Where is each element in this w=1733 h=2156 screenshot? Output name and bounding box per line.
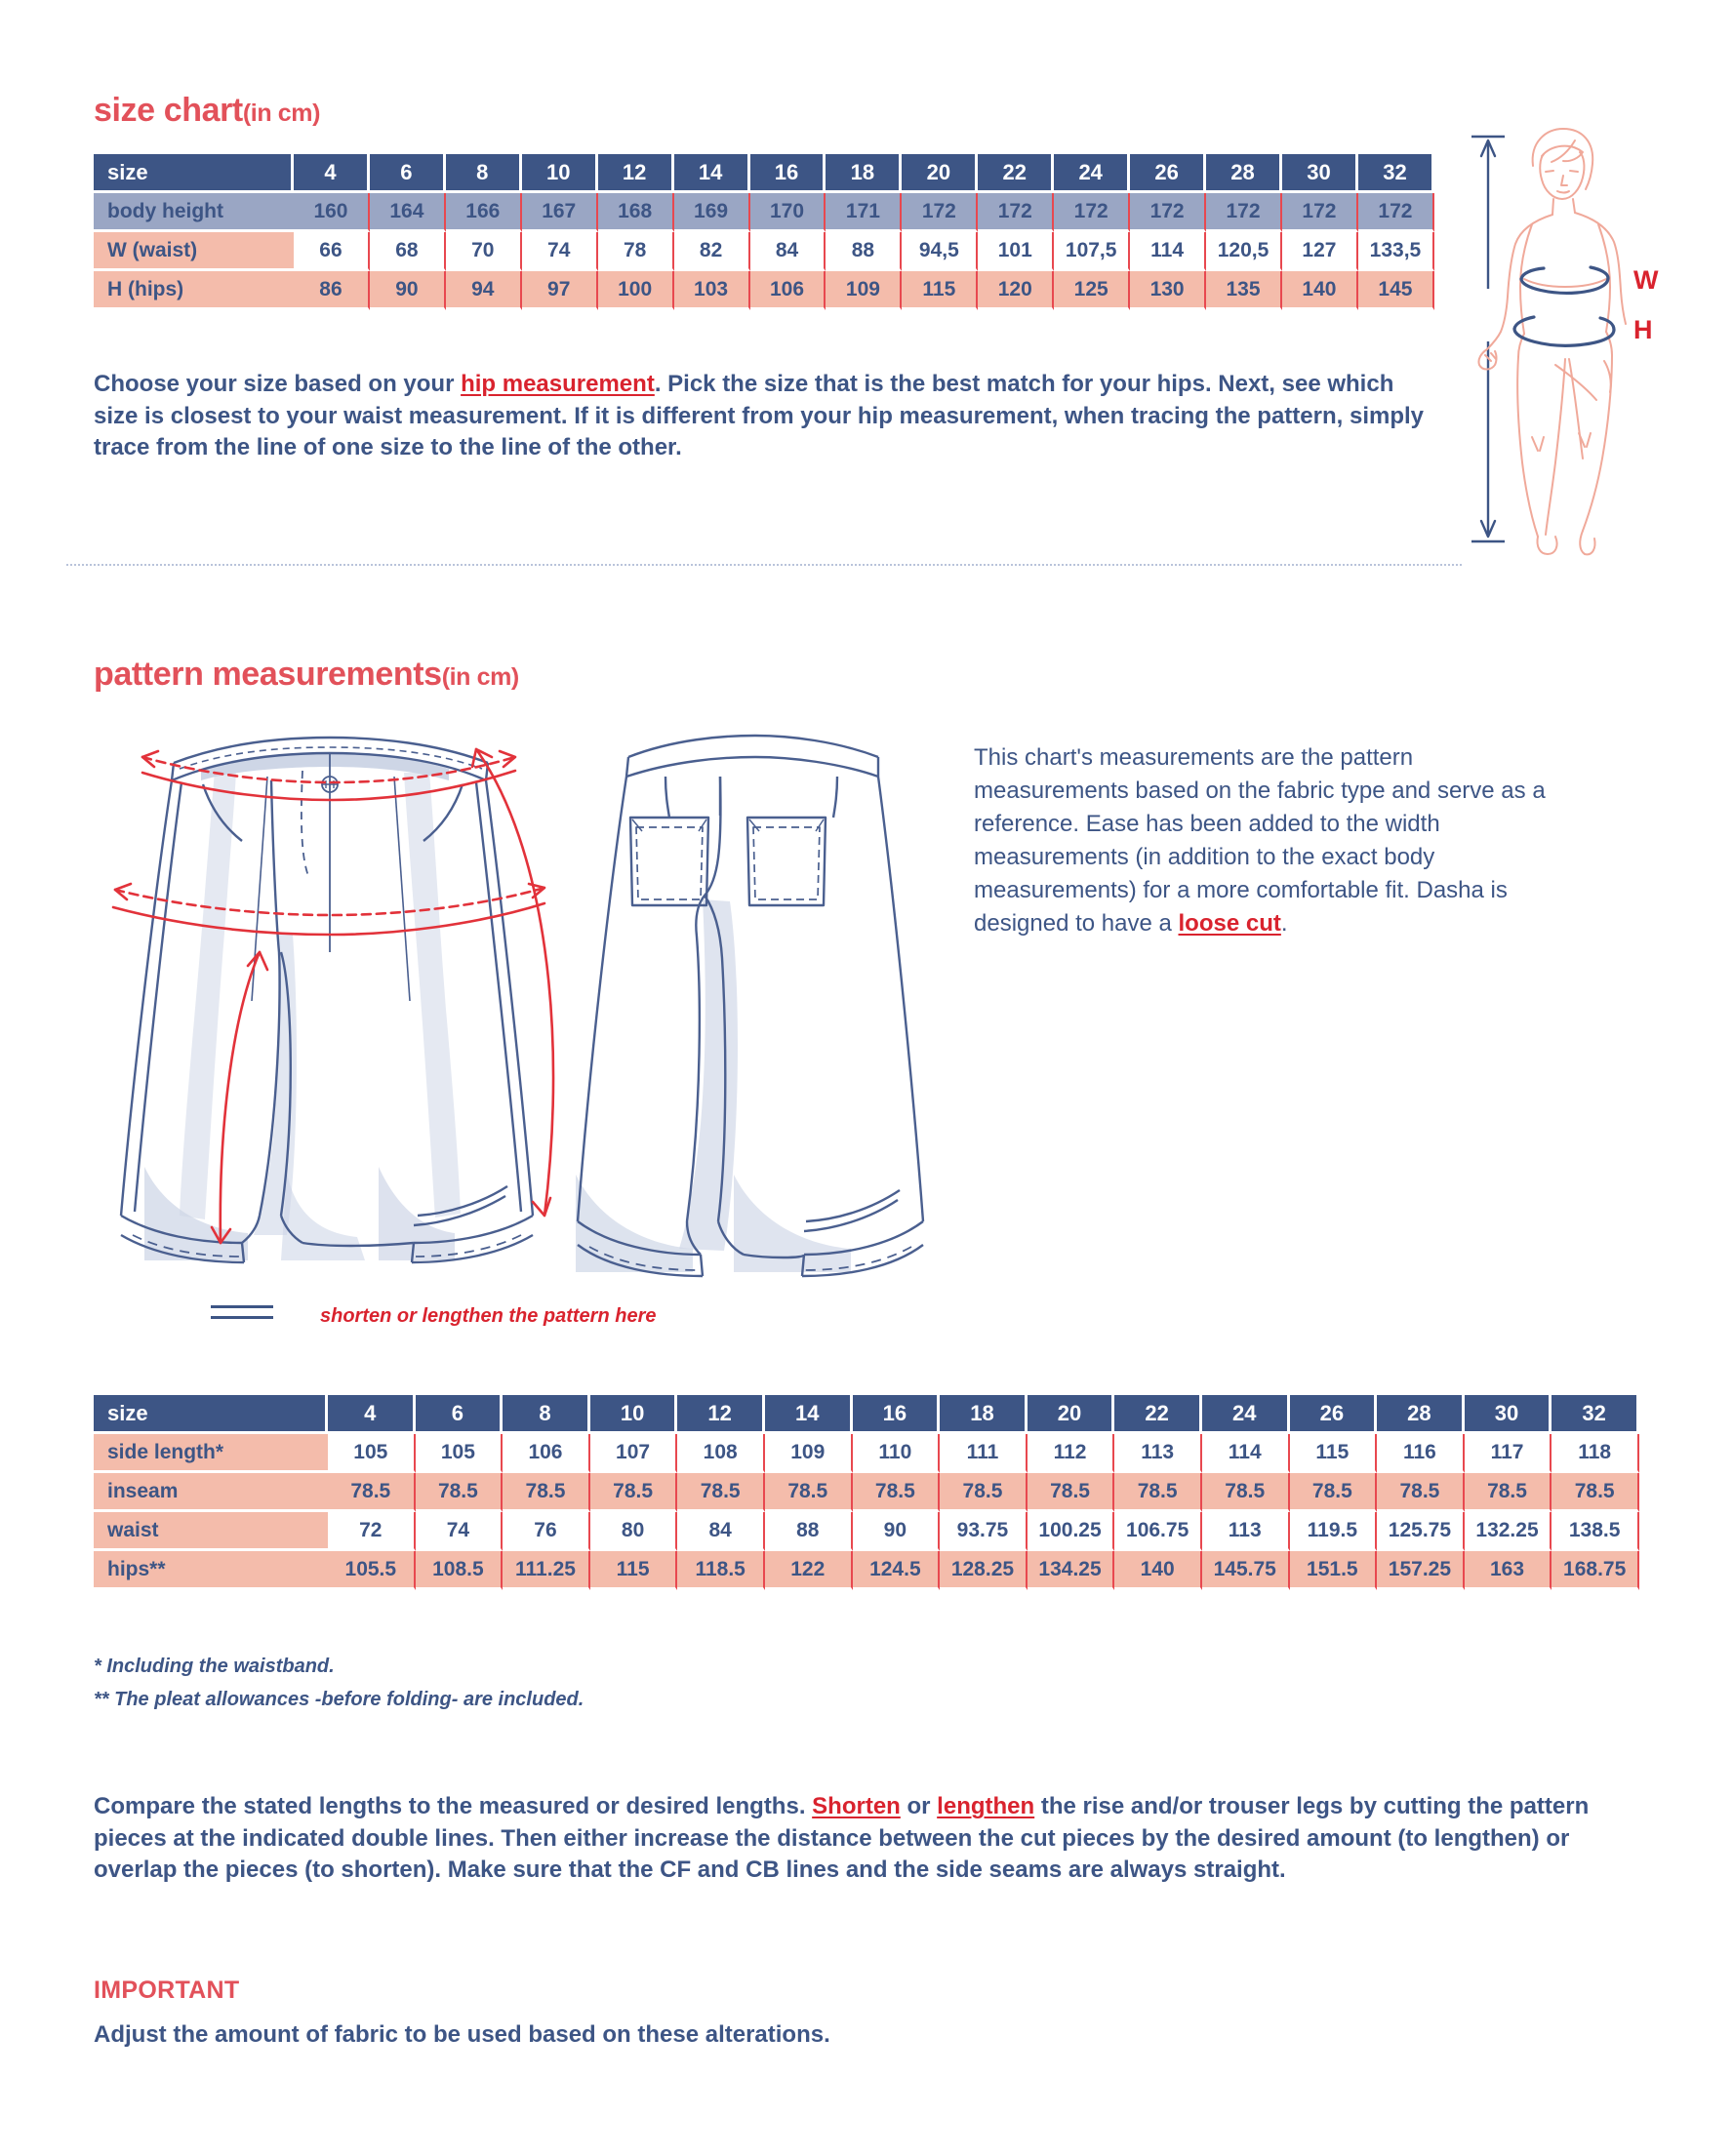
table-cell: 106 <box>503 1434 590 1473</box>
hip-measurement-link[interactable]: hip measurement <box>461 371 655 397</box>
side-length-measure-arrow <box>472 749 553 1216</box>
size-column-header: 10 <box>522 154 598 193</box>
size-column-header: 10 <box>590 1395 678 1434</box>
paragraph-text-2: . Pick the size that is the best match for your hips. Next, see which size is closest to your waist measurement. If it is different from your hip measurement, when tracing the pattern, simply trace from the line of one size to the line of the other. <box>94 371 1424 461</box>
size-column-header: 30 <box>1282 154 1358 193</box>
table-cell: 169 <box>674 193 750 232</box>
table-cell: 94,5 <box>902 232 978 271</box>
height-arrow-lower <box>1471 341 1505 541</box>
row-label: inseam <box>94 1473 328 1512</box>
size-chart-unit: (in cm) <box>242 100 321 127</box>
table-cell: 111.25 <box>503 1551 590 1590</box>
table-cell: 78.5 <box>1377 1473 1465 1512</box>
pattern-measurements-header-row <box>94 1395 1639 1434</box>
table-cell: 107 <box>590 1434 678 1473</box>
important-heading: IMPORTANT <box>94 1976 240 2004</box>
table-cell: 115 <box>590 1551 678 1590</box>
size-column-header: 16 <box>853 1395 941 1434</box>
table-cell: 115 <box>1290 1434 1378 1473</box>
waist-measure-band <box>1521 267 1608 293</box>
alterations-text-2: the rise and/or trouser legs by cutting the pattern pieces at the indicated double lines. Then either increase the distance between the cut pieces by the desired amount (to lengthen) or overlap the pieces (to shorten). Make sure that the CF and CB lines and the side seams are always straight. <box>94 1793 1590 1884</box>
size-chart-title: size chart <box>94 92 243 129</box>
table-cell: 120 <box>978 271 1054 310</box>
table-cell: 130 <box>1130 271 1206 310</box>
table-cell: 105 <box>416 1434 504 1473</box>
table-row <box>94 232 1434 271</box>
table-cell: 163 <box>1465 1551 1552 1590</box>
table-cell: 78 <box>598 232 674 271</box>
inseam-measure-arrow <box>212 952 267 1243</box>
size-column-header: 14 <box>674 154 750 193</box>
loose-cut-link[interactable]: loose cut <box>1178 910 1281 938</box>
size-column-header: 26 <box>1290 1395 1378 1434</box>
table-cell: 168.75 <box>1552 1551 1639 1590</box>
size-column-header: 8 <box>503 1395 590 1434</box>
alterations-mid: or <box>900 1793 938 1819</box>
table-cell: 107,5 <box>1054 232 1130 271</box>
note-text-2: . <box>1280 910 1288 938</box>
size-column-header: 28 <box>1206 154 1282 193</box>
table-cell: 66 <box>294 232 370 271</box>
table-row <box>94 271 1434 310</box>
body-measurement-figure <box>1462 115 1717 564</box>
table-cell: 78.5 <box>1114 1473 1202 1512</box>
table-cell: 127 <box>1282 232 1358 271</box>
table-cell: 125.75 <box>1377 1512 1465 1551</box>
table-cell: 110 <box>853 1434 941 1473</box>
table-cell: 172 <box>902 193 978 232</box>
pattern-measurements-heading <box>94 656 519 694</box>
table-cell: 74 <box>416 1512 504 1551</box>
table-cell: 172 <box>1130 193 1206 232</box>
size-column-header: 32 <box>1552 1395 1639 1434</box>
trouser-back-illustration <box>556 734 947 1280</box>
table-cell: 128.25 <box>940 1551 1028 1590</box>
table-cell: 90 <box>370 271 446 310</box>
size-column-header: 22 <box>1114 1395 1202 1434</box>
table-cell: 78.5 <box>677 1473 765 1512</box>
size-column-header: 32 <box>1358 154 1434 193</box>
table-cell: 78.5 <box>1290 1473 1378 1512</box>
table-cell: 140 <box>1282 271 1358 310</box>
waist-marker-label: W <box>1633 265 1659 295</box>
table-cell: 114 <box>1130 232 1206 271</box>
table-cell: 168 <box>598 193 674 232</box>
table-cell: 78.5 <box>940 1473 1028 1512</box>
pattern-measurements-unit: (in cm) <box>441 663 519 691</box>
table-cell: 78.5 <box>416 1473 504 1512</box>
table-cell: 145.75 <box>1202 1551 1290 1590</box>
table-cell: 164 <box>370 193 446 232</box>
row-label: hips** <box>94 1551 328 1590</box>
size-chart-heading <box>94 92 320 130</box>
table-cell: 88 <box>826 232 902 271</box>
table-cell: 145 <box>1358 271 1434 310</box>
size-chart-header-label: size <box>94 154 294 193</box>
table-cell: 111 <box>940 1434 1028 1473</box>
table-cell: 105 <box>328 1434 416 1473</box>
table-cell: 78.5 <box>765 1473 853 1512</box>
table-cell: 78.5 <box>1465 1473 1552 1512</box>
shorten-lengthen-caption: shorten or lengthen the pattern here <box>320 1305 657 1327</box>
size-column-header: 30 <box>1465 1395 1552 1434</box>
table-cell: 106.75 <box>1114 1512 1202 1551</box>
table-cell: 78.5 <box>853 1473 941 1512</box>
hips-marker-label: H <box>1633 315 1653 344</box>
height-arrow-upper <box>1471 137 1505 289</box>
table-cell: 172 <box>978 193 1054 232</box>
paragraph-text-1: Choose your size based on your <box>94 371 462 397</box>
table-cell: 112 <box>1028 1434 1115 1473</box>
table-cell: 78.5 <box>590 1473 678 1512</box>
table-cell: 74 <box>522 232 598 271</box>
table-cell: 133,5 <box>1358 232 1434 271</box>
size-column-header: 20 <box>1028 1395 1115 1434</box>
table-cell: 172 <box>1358 193 1434 232</box>
table-cell: 106 <box>750 271 826 310</box>
size-column-header: 8 <box>446 154 522 193</box>
table-cell: 78.5 <box>503 1473 590 1512</box>
table-cell: 140 <box>1114 1551 1202 1590</box>
pattern-measurements-header-label: size <box>94 1395 328 1434</box>
table-cell: 172 <box>1282 193 1358 232</box>
table-cell: 78.5 <box>1028 1473 1115 1512</box>
note-text-1: This chart's measurements are the pattern measurements based on the fabric type and serve as a reference. Ease has been added to the width measurements (in addition to the exact body measurements) for a more comfortable fit. Dasha is designed to have a <box>974 744 1546 938</box>
table-cell: 113 <box>1202 1512 1290 1551</box>
table-cell: 94 <box>446 271 522 310</box>
lengthen-link[interactable]: lengthen <box>937 1793 1035 1819</box>
table-cell: 160 <box>294 193 370 232</box>
section-divider <box>66 564 1462 566</box>
size-column-header: 12 <box>598 154 674 193</box>
table-cell: 103 <box>674 271 750 310</box>
trouser-front-illustration <box>86 708 574 1284</box>
size-column-header: 14 <box>765 1395 853 1434</box>
table-cell: 122 <box>765 1551 853 1590</box>
table-cell: 132.25 <box>1465 1512 1552 1551</box>
table-cell: 135 <box>1206 271 1282 310</box>
size-column-header: 12 <box>677 1395 765 1434</box>
table-cell: 115 <box>902 271 978 310</box>
table-row <box>94 1512 1639 1551</box>
table-row <box>94 193 1434 232</box>
pattern-measurements-table <box>94 1395 1639 1590</box>
table-cell: 97 <box>522 271 598 310</box>
table-cell: 113 <box>1114 1434 1202 1473</box>
size-column-header: 18 <box>940 1395 1028 1434</box>
table-cell: 172 <box>1054 193 1130 232</box>
table-cell: 119.5 <box>1290 1512 1378 1551</box>
size-column-header: 4 <box>328 1395 416 1434</box>
table-cell: 78.5 <box>1202 1473 1290 1512</box>
footnote-2: ** The pleat allowances -before folding- are included. <box>94 1689 584 1710</box>
size-column-header: 6 <box>370 154 446 193</box>
table-cell: 101 <box>978 232 1054 271</box>
row-label: side length* <box>94 1434 328 1473</box>
table-cell: 167 <box>522 193 598 232</box>
size-column-header: 24 <box>1054 154 1130 193</box>
table-cell: 100.25 <box>1028 1512 1115 1551</box>
table-cell: 117 <box>1465 1434 1552 1473</box>
table-cell: 170 <box>750 193 826 232</box>
table-cell: 82 <box>674 232 750 271</box>
table-cell: 78.5 <box>328 1473 416 1512</box>
back-shading <box>576 899 851 1272</box>
size-column-header: 26 <box>1130 154 1206 193</box>
table-cell: 105.5 <box>328 1551 416 1590</box>
table-cell: 134.25 <box>1028 1551 1115 1590</box>
table-cell: 78.5 <box>1552 1473 1639 1512</box>
row-label: H (hips) <box>94 271 294 310</box>
size-column-header: 22 <box>978 154 1054 193</box>
table-cell: 116 <box>1377 1434 1465 1473</box>
alterations-text-1: Compare the stated lengths to the measured or desired lengths. <box>94 1793 813 1819</box>
pattern-measurements-body <box>94 1434 1639 1590</box>
table-cell: 166 <box>446 193 522 232</box>
table-cell: 124.5 <box>853 1551 941 1590</box>
shorten-lengthen-legend-mark <box>211 1305 273 1319</box>
table-cell: 76 <box>503 1512 590 1551</box>
size-column-header: 16 <box>750 154 826 193</box>
hips-measure-band <box>1514 317 1614 345</box>
size-column-header: 6 <box>416 1395 504 1434</box>
table-cell: 109 <box>826 271 902 310</box>
table-cell: 88 <box>765 1512 853 1551</box>
table-cell: 138.5 <box>1552 1512 1639 1551</box>
table-cell: 157.25 <box>1377 1551 1465 1590</box>
table-cell: 108 <box>677 1434 765 1473</box>
important-text: Adjust the amount of fabric to be used based on these alterations. <box>94 2021 830 2048</box>
table-row <box>94 1473 1639 1512</box>
size-chart-paragraph <box>94 369 1440 464</box>
table-cell: 93.75 <box>940 1512 1028 1551</box>
alterations-paragraph <box>94 1791 1655 1887</box>
table-cell: 114 <box>1202 1434 1290 1473</box>
size-chart-body <box>94 193 1434 310</box>
table-cell: 151.5 <box>1290 1551 1378 1590</box>
size-column-header: 18 <box>826 154 902 193</box>
hips-measure-arrow <box>113 884 544 935</box>
table-cell: 108.5 <box>416 1551 504 1590</box>
table-cell: 118 <box>1552 1434 1639 1473</box>
size-column-header: 28 <box>1377 1395 1465 1434</box>
table-cell: 171 <box>826 193 902 232</box>
pattern-measurements-note <box>974 741 1559 940</box>
table-cell: 120,5 <box>1206 232 1282 271</box>
table-row <box>94 1551 1639 1590</box>
table-cell: 118.5 <box>677 1551 765 1590</box>
table-cell: 68 <box>370 232 446 271</box>
table-cell: 125 <box>1054 271 1130 310</box>
shorten-link[interactable]: Shorten <box>812 1793 901 1819</box>
table-cell: 72 <box>328 1512 416 1551</box>
row-label: W (waist) <box>94 232 294 271</box>
pattern-measurements-title: pattern measurements <box>94 656 442 693</box>
footnote-1: * Including the waistband. <box>94 1656 335 1677</box>
table-cell: 109 <box>765 1434 853 1473</box>
back-outline <box>578 736 923 1276</box>
table-cell: 90 <box>853 1512 941 1551</box>
table-cell: 84 <box>750 232 826 271</box>
table-cell: 100 <box>598 271 674 310</box>
row-label: body height <box>94 193 294 232</box>
size-chart-table <box>94 154 1434 310</box>
table-cell: 70 <box>446 232 522 271</box>
table-cell: 80 <box>590 1512 678 1551</box>
table-row <box>94 1434 1639 1473</box>
size-column-header: 20 <box>902 154 978 193</box>
row-label: waist <box>94 1512 328 1551</box>
table-cell: 86 <box>294 271 370 310</box>
table-cell: 172 <box>1206 193 1282 232</box>
size-chart-header-row <box>94 154 1434 193</box>
table-cell: 84 <box>677 1512 765 1551</box>
size-column-header: 24 <box>1202 1395 1290 1434</box>
size-column-header: 4 <box>294 154 370 193</box>
